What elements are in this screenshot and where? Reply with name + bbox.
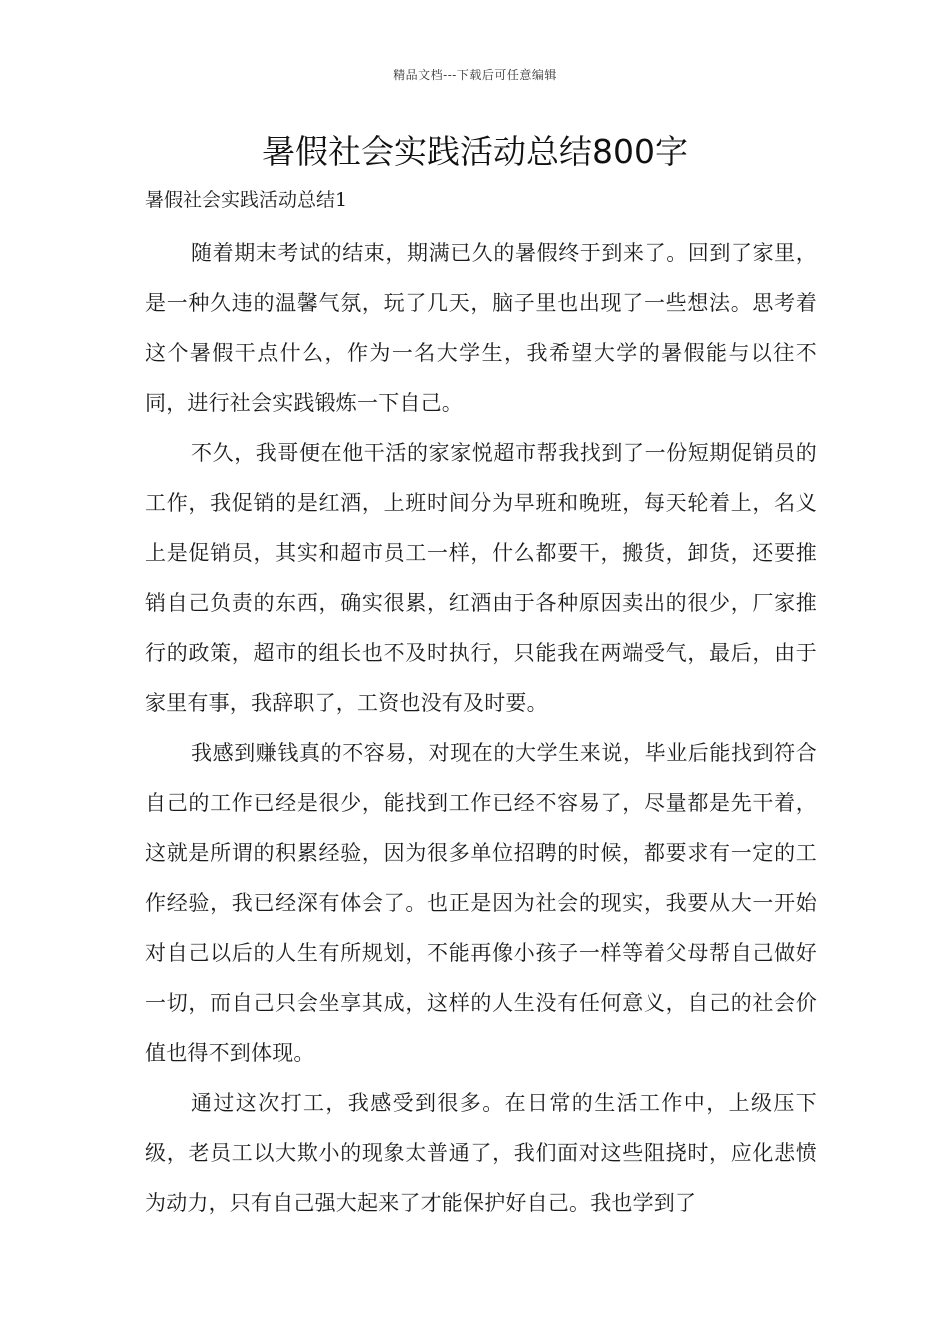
paragraph-3: 我感到赚钱真的不容易，对现在的大学生来说，毕业后能找到符合自己的工作已经是很少，能找到工作已经不容易了，尽量都是先干着，这就是所谓的积累经验，因为很多单位招聘的时候，都要求有一定的工作经验，我已经深有体会了。也正是因为社会的现实，我要从大一开始对自己以后的人生有所规划，不能再像小孩子一样等着父母帮自己做好一切，而自己只会坐享其成，这样的人生没有任何意义，自己的社会价值也得不到体现。 — [145, 741, 817, 1065]
paragraph-1: 随着期末考试的结束，期满已久的暑假终于到来了。回到了家里，是一种久违的温馨气氛，玩了几天，脑子里也出现了一些想法。思考着这个暑假干点什么，作为一名大学生，我希望大学的暑假能与以往不同，进行社会实践锻炼一下自己。 — [145, 241, 817, 415]
section-heading: 暑假社会实践活动总结1 — [145, 189, 348, 211]
paragraph-2: 不久，我哥便在他干活的家家悦超市帮我找到了一份短期促销员的工作，我促销的是红酒，上班时间分为早班和晚班，每天轮着上，名义上是促销员，其实和超市员工一样，什么都要干，搬货，卸货，还要推销自己负责的东西，确实很累，红酒由于各种原因卖出的很少，厂家推行的政策，超市的组长也不及时执行，只能我在两端受气，最后，由于家里有事，我辞职了，工资也没有及时要。 — [145, 441, 817, 715]
document-body — [145, 228, 817, 1228]
document-title: 暑假社会实践活动总结800字 — [262, 132, 688, 171]
header-note: 精品文档---下载后可任意编辑 — [393, 68, 557, 82]
paragraph-4: 通过这次打工，我感受到很多。在日常的生活工作中，上级压下级，老员工以大欺小的现象太普通了，我们面对这些阻挠时，应化悲愤为动力，只有自己强大起来了才能保护好自己。我也学到了 — [145, 1091, 817, 1215]
